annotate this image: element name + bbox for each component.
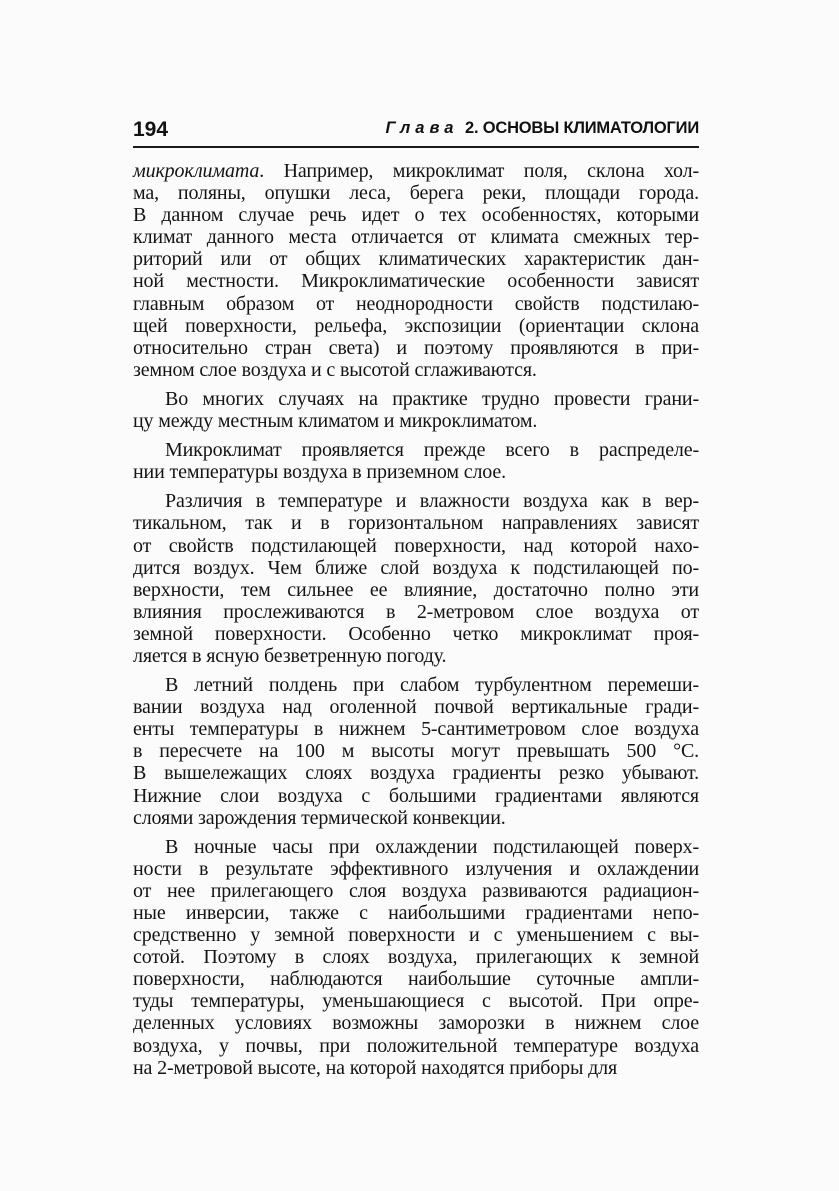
text-line [133, 160, 699, 182]
text-line: дится воздух. Чем ближе слой воздуха к подстилающей по- [133, 556, 699, 579]
text-line: ма, поляны, опушки леса, берега реки, площади города. [133, 182, 699, 205]
running-head [386, 119, 700, 138]
text-line: в пересчете на 100 м высоты могут превышать 500 °С. [133, 740, 699, 763]
chapter-title: 2. ОСНОВЫ КЛИМАТОЛОГИИ [464, 119, 699, 137]
text-line: ляется в ясную безветренную погоду. [133, 644, 447, 667]
text-line: Микроклимат проявляется прежде всего в распределе- [165, 439, 699, 462]
text-line: верхности, тем сильнее ее влияние, достаточно полно эти [133, 578, 699, 601]
paragraph [133, 490, 699, 667]
text-line: В вышележащих слоях воздуха градиенты резко убывают. [133, 762, 699, 785]
paragraph [133, 388, 699, 432]
body-text [133, 160, 699, 1086]
text-line: относительно стран света) и поэтому проявляются в при- [133, 336, 699, 359]
text-line: нии температуры воздуха в приземном слое. [133, 461, 506, 484]
italic-term: микроклимата [133, 160, 260, 182]
paragraph [133, 160, 699, 381]
text-line: тикальном, так и в горизонтальном направлениях зависят [133, 512, 699, 535]
text-line: В летний полдень при слабом турбулентном перемеши- [165, 674, 699, 697]
line-text: . Например, микроклимат поля, склона хол- [259, 160, 699, 182]
text-line: В данном случае речь идет о тех особенностях, которыми [133, 204, 699, 227]
text-line: риторий или от общих климатических характеристик дан- [133, 248, 699, 271]
paragraph [133, 836, 699, 1079]
text-line: цу между местным климатом и микроклиматом. [133, 410, 538, 433]
text-line: енты температуры в нижнем 5-сантиметровом слое воздуха [133, 718, 699, 741]
paragraph [133, 674, 699, 829]
text-line: влияния прослеживаются в 2-метровом слое воздуха от [133, 600, 699, 623]
text-line: Различия в температуре и влажности воздуха как в вер- [165, 490, 699, 513]
chapter-word: Глава [385, 119, 459, 137]
text-line: туды температуры, уменьшающиеся с высотой. При опре- [133, 990, 699, 1013]
text-line: земной поверхности. Особенно четко микроклимат проя- [133, 622, 699, 645]
text-line: щей поверхности, рельефа, экспозиции (ориентации склона [133, 314, 699, 337]
text-line: средственно у земной поверхности и с уменьшением с вы- [133, 924, 699, 947]
text-line: от свойств подстилающей поверхности, над которой нахо- [133, 534, 699, 557]
text-line: климат данного места отличается от климата смежных тер- [133, 226, 699, 249]
page-number: 194 [133, 118, 169, 141]
page-header [133, 116, 699, 148]
text-line: ной местности. Микроклиматические особенности зависят [133, 270, 699, 293]
text-line: ности в результате эффективного излучения и охлаждении [133, 857, 699, 880]
text-line: слоями зарождения термической конвекции. [133, 806, 506, 829]
text-line: на 2-метровой высоте, на которой находятся приборы для [133, 1056, 618, 1079]
text-line: воздуха, у почвы, при положительной температуре воздуха [133, 1034, 699, 1057]
text-line: Во многих случаях на практике трудно провести грани- [165, 387, 699, 410]
text-line: сотой. Поэтому в слоях воздуха, прилегающих к земной [133, 946, 699, 969]
text-line: земном слое воздуха и с высотой сглаживаются. [133, 358, 537, 381]
paragraph [133, 439, 699, 483]
text-line: главным образом от неоднородности свойств подстилаю- [133, 292, 699, 315]
text-line: ные инверсии, также с наибольшими градиентами непо- [133, 902, 699, 924]
text-line: В ночные часы при охлаждении подстилающей поверх- [165, 835, 699, 858]
text-line: поверхности, наблюдаются наибольшие суточные ампли- [133, 968, 699, 991]
text-line: деленных условиях возможны заморозки в нижнем слое [133, 1012, 699, 1035]
text-line: от нее прилегающего слоя воздуха развиваются радиацион- [133, 879, 699, 902]
text-line: вании воздуха над оголенной почвой вертикальные гради- [133, 696, 699, 719]
text-line: Нижние слои воздуха с большими градиентами являются [133, 784, 699, 807]
